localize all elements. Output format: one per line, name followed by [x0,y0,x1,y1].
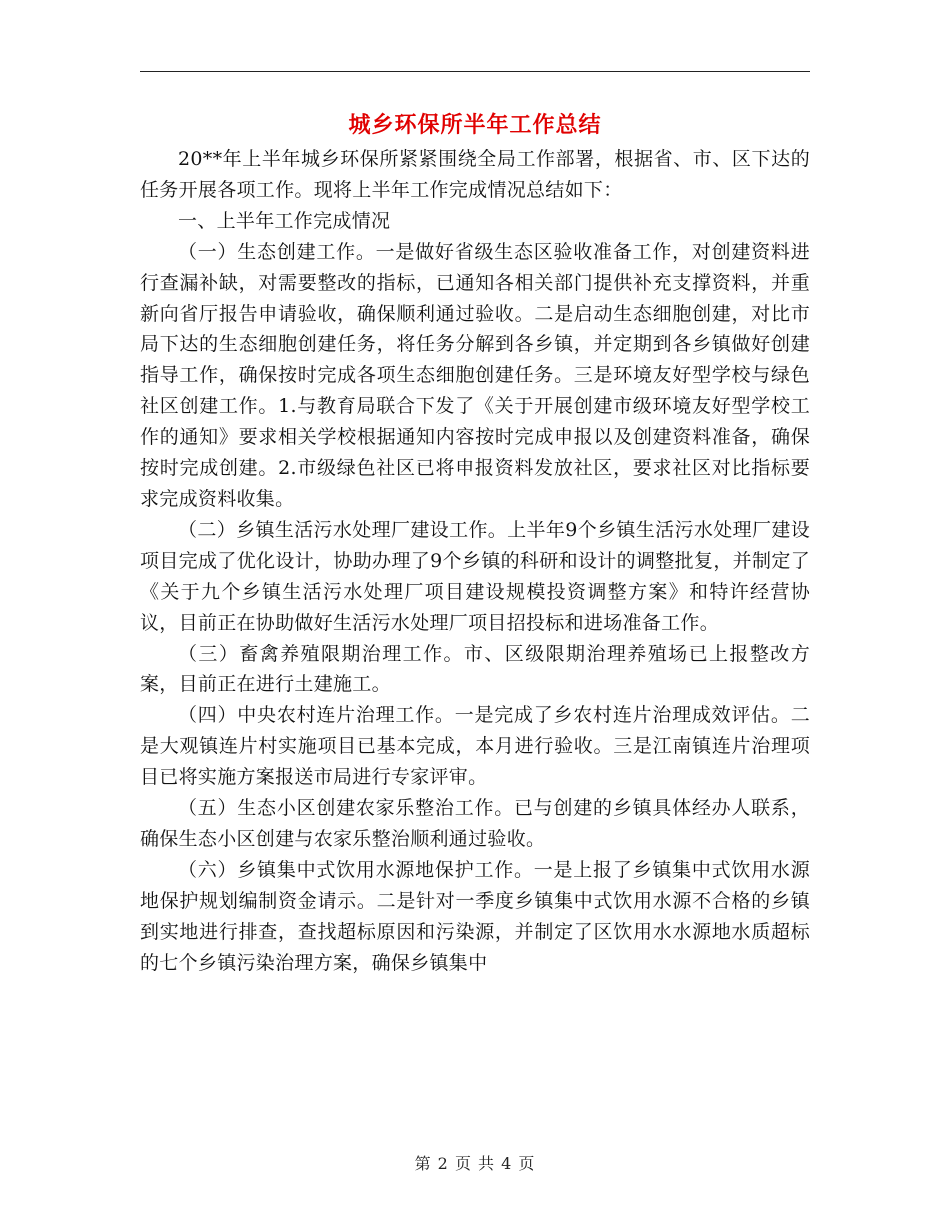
header-rule [140,71,810,72]
paragraph-community: （五）生态小区创建农家乐整治工作。已与创建的乡镇具体经办人联系，确保生态小区创建与农家乐整治顺利通过验收。 [140,797,810,850]
section-heading: 一、上半年工作完成情况 [178,209,391,232]
paragraph-rural: （四）中央农村连片治理工作。一是完成了乡农村连片治理成效评估。二是大观镇连片村实施项目已基本完成，本月进行验收。三是江南镇连片治理项目已将实施方案报送市局进行专家评审。 [140,704,810,789]
document-title: 城乡环保所半年工作总结 [348,113,602,138]
paragraph-sewage: （二）乡镇生活污水处理厂建设工作。上半年9个乡镇生活污水处理厂建设项目完成了优化设计，协助办理了9个乡镇的科研和设计的调整批复，并制定了《关于九个乡镇生活污水处理厂项目建设规模投资调整方案》和特许经营协议，目前正在协助做好生活污水处理厂项目招投标和进场准备工作。 [140,518,810,634]
document-body [140,144,810,978]
paragraph-ecology: （一）生态创建工作。一是做好省级生态区验收准备工作，对创建资料进行查漏补缺，对需要整改的指标，已通知各相关部门提供补充支撑资料，并重新向省厅报告申请验收，确保顺利通过验收。二是启动生态细胞创建，对比市局下达的生态细胞创建任务，将任务分解到各乡镇，并定期到各乡镇做好创建指导工作，确保按时完成各项生态细胞创建任务。三是环境友好型学校与绿色社区创建工作。1.与教育局联合下发了《关于开展创建市级环境友好型学校工作的通知》要求相关学校根据通知内容按时完成申报以及创建资料准备，确保按时完成创建。2.市级绿色社区已将申报资料发放社区，要求社区对比指标要求完成资料收集。 [140,240,810,510]
paragraph-water: （六）乡镇集中式饮用水源地保护工作。一是上报了乡镇集中式饮用水源地保护规划编制资金请示。二是针对一季度乡镇集中式饮用水源不合格的乡镇到实地进行排查，查找超标原因和污染源，并制定了区饮用水水源地水质超标的七个乡镇污染治理方案，确保乡镇集中 [140,858,810,974]
page-number-footer: 第 2 页 共 4 页 [414,1154,536,1173]
paragraph-intro: 20**年上半年城乡环保所紧紧围绕全局工作部署，根据省、市、区下达的任务开展各项工作。现将上半年工作完成情况总结如下： [140,148,810,201]
paragraph-livestock: （三）畜禽养殖限期治理工作。市、区级限期治理养殖场已上报整改方案，目前正在进行土建施工。 [140,642,810,696]
